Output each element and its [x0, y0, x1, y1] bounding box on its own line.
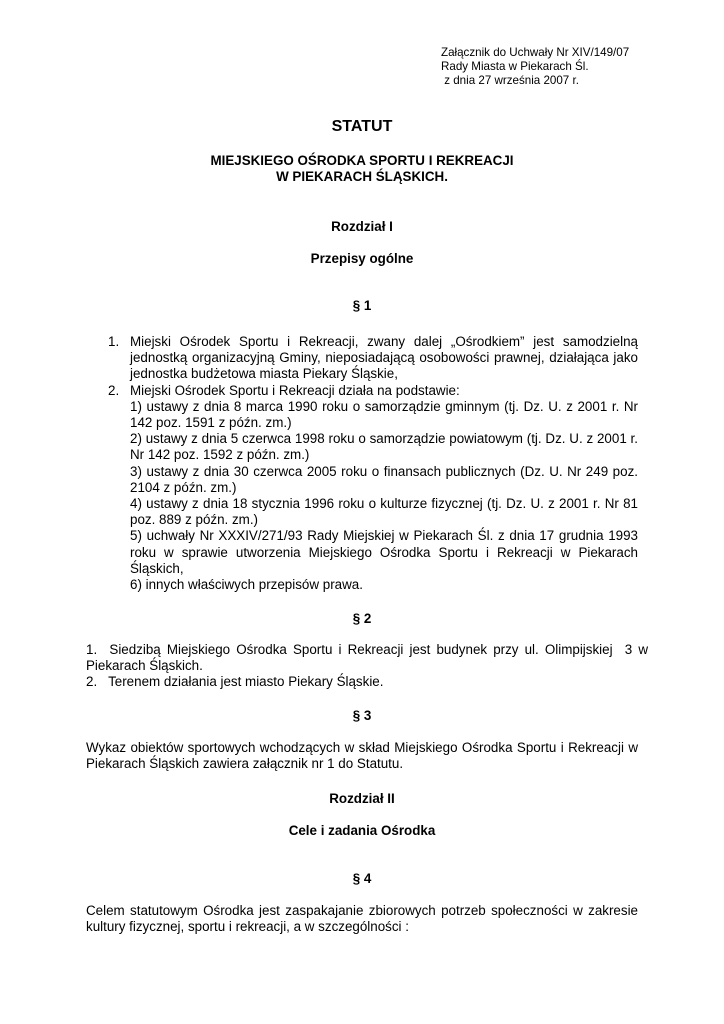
paragraph-2-body	[86, 642, 652, 691]
annex-line-3: z dnia 27 września 2007 r.	[441, 74, 579, 87]
paragraph-3-body	[86, 740, 638, 772]
chapter-1-name: Przepisy ogólne	[310, 251, 414, 266]
annex-line-1: Załącznik do Uchwały Nr XIV/149/07	[441, 46, 630, 59]
paragraph-3-text: Wykaz obiektów sportowych wchodzących w skład Miejskiego Ośrodka Sportu i Rekreacji w Piekarach Śląskich zawiera załącznik nr 1 do Statutu.	[86, 740, 638, 772]
list-item-number: 2.	[108, 382, 120, 398]
chapter-2-name: Cele i zadania Ośrodka	[288, 823, 436, 838]
list-item-text: Miejski Ośrodek Sportu i Rekreacji, zwany dalej „Ośrodkiem” jest samodzielną jednostką organizacyjną Gminy, nieposiadającą osobowości prawnej, działająca jako jednostka budżetowa miasta Piekary Śląskie,	[130, 334, 638, 382]
subtitle-line-1: MIEJSKIEGO OŚRODKA SPORTU I REKREACJI	[210, 153, 514, 168]
legal-basis-5: 5) uchwały Nr XXXIV/271/93 Rady Miejskiej w Piekarach Śl. z dnia 17 grudnia 1993 roku w sprawie utworzenia Miejskiego Ośrodka Sportu i Rekreacji w Piekarach Śląskich,	[130, 528, 638, 576]
paragraph-2-line-1: 1. Siedzibą Miejskiego Ośrodka Sportu i Rekreacji jest budynek przy ul. Olimpijskiej 3 w Piekarach Śląskich.	[86, 642, 652, 674]
paragraph-4-mark: § 4	[352, 871, 372, 886]
paragraph-2-line-2: 2. Terenem działania jest miasto Piekary Śląskie.	[86, 674, 384, 690]
list-item	[108, 383, 638, 594]
legal-basis-3: 3) ustawy z dnia 30 czerwca 2005 roku o finansach publicznych (Dz. U. Nr 249 poz. 2104 z późn. zm.)	[130, 463, 638, 495]
legal-basis-2: 2) ustawy z dnia 5 czerwca 1998 roku o samorządzie powiatowym (tj. Dz. U. z 2001 r. Nr 142 poz. 1592 z późn. zm.)	[130, 431, 638, 463]
paragraph-1-list	[108, 334, 638, 593]
legal-basis-4: 4) ustawy z dnia 18 stycznia 1996 roku o kulturze fizycznej (tj. Dz. U. z 2001 r. Nr 81 poz. 889 z późn. zm.)	[130, 496, 638, 528]
annex-line-2: Rady Miasta w Piekarach Śl.	[441, 60, 589, 73]
list-item-number: 1.	[108, 334, 120, 349]
paragraph-2-mark: § 2	[352, 611, 372, 626]
chapter-1-heading: Rozdział I	[331, 219, 393, 234]
list-item	[108, 334, 638, 383]
legal-basis-1: 1) ustawy z dnia 8 marca 1990 roku o samorządzie gminnym (tj. Dz. U. z 2001 r. Nr 142 poz. 1591 z późn. zm.)	[130, 398, 638, 431]
document-title: STATUT	[331, 118, 393, 135]
list-item-text: Miejski Ośrodek Sportu i Rekreacji działa na podstawie:	[130, 382, 460, 398]
paragraph-3-mark: § 3	[352, 708, 372, 723]
paragraph-4-body	[86, 903, 638, 935]
document-subtitle	[0, 153, 724, 185]
annex-note	[441, 46, 629, 88]
paragraph-1-mark: § 1	[352, 298, 372, 313]
subtitle-line-2: W PIEKARACH ŚLĄSKICH.	[276, 169, 448, 184]
legal-basis-6: 6) innych właściwych przepisów prawa.	[130, 577, 363, 593]
chapter-2-heading: Rozdział II	[329, 791, 395, 806]
paragraph-4-text: Celem statutowym Ośrodka jest zaspakajanie zbiorowych potrzeb społeczności w zakresie kultury fizycznej, sportu i rekreacji, a w szczególności :	[86, 903, 638, 935]
